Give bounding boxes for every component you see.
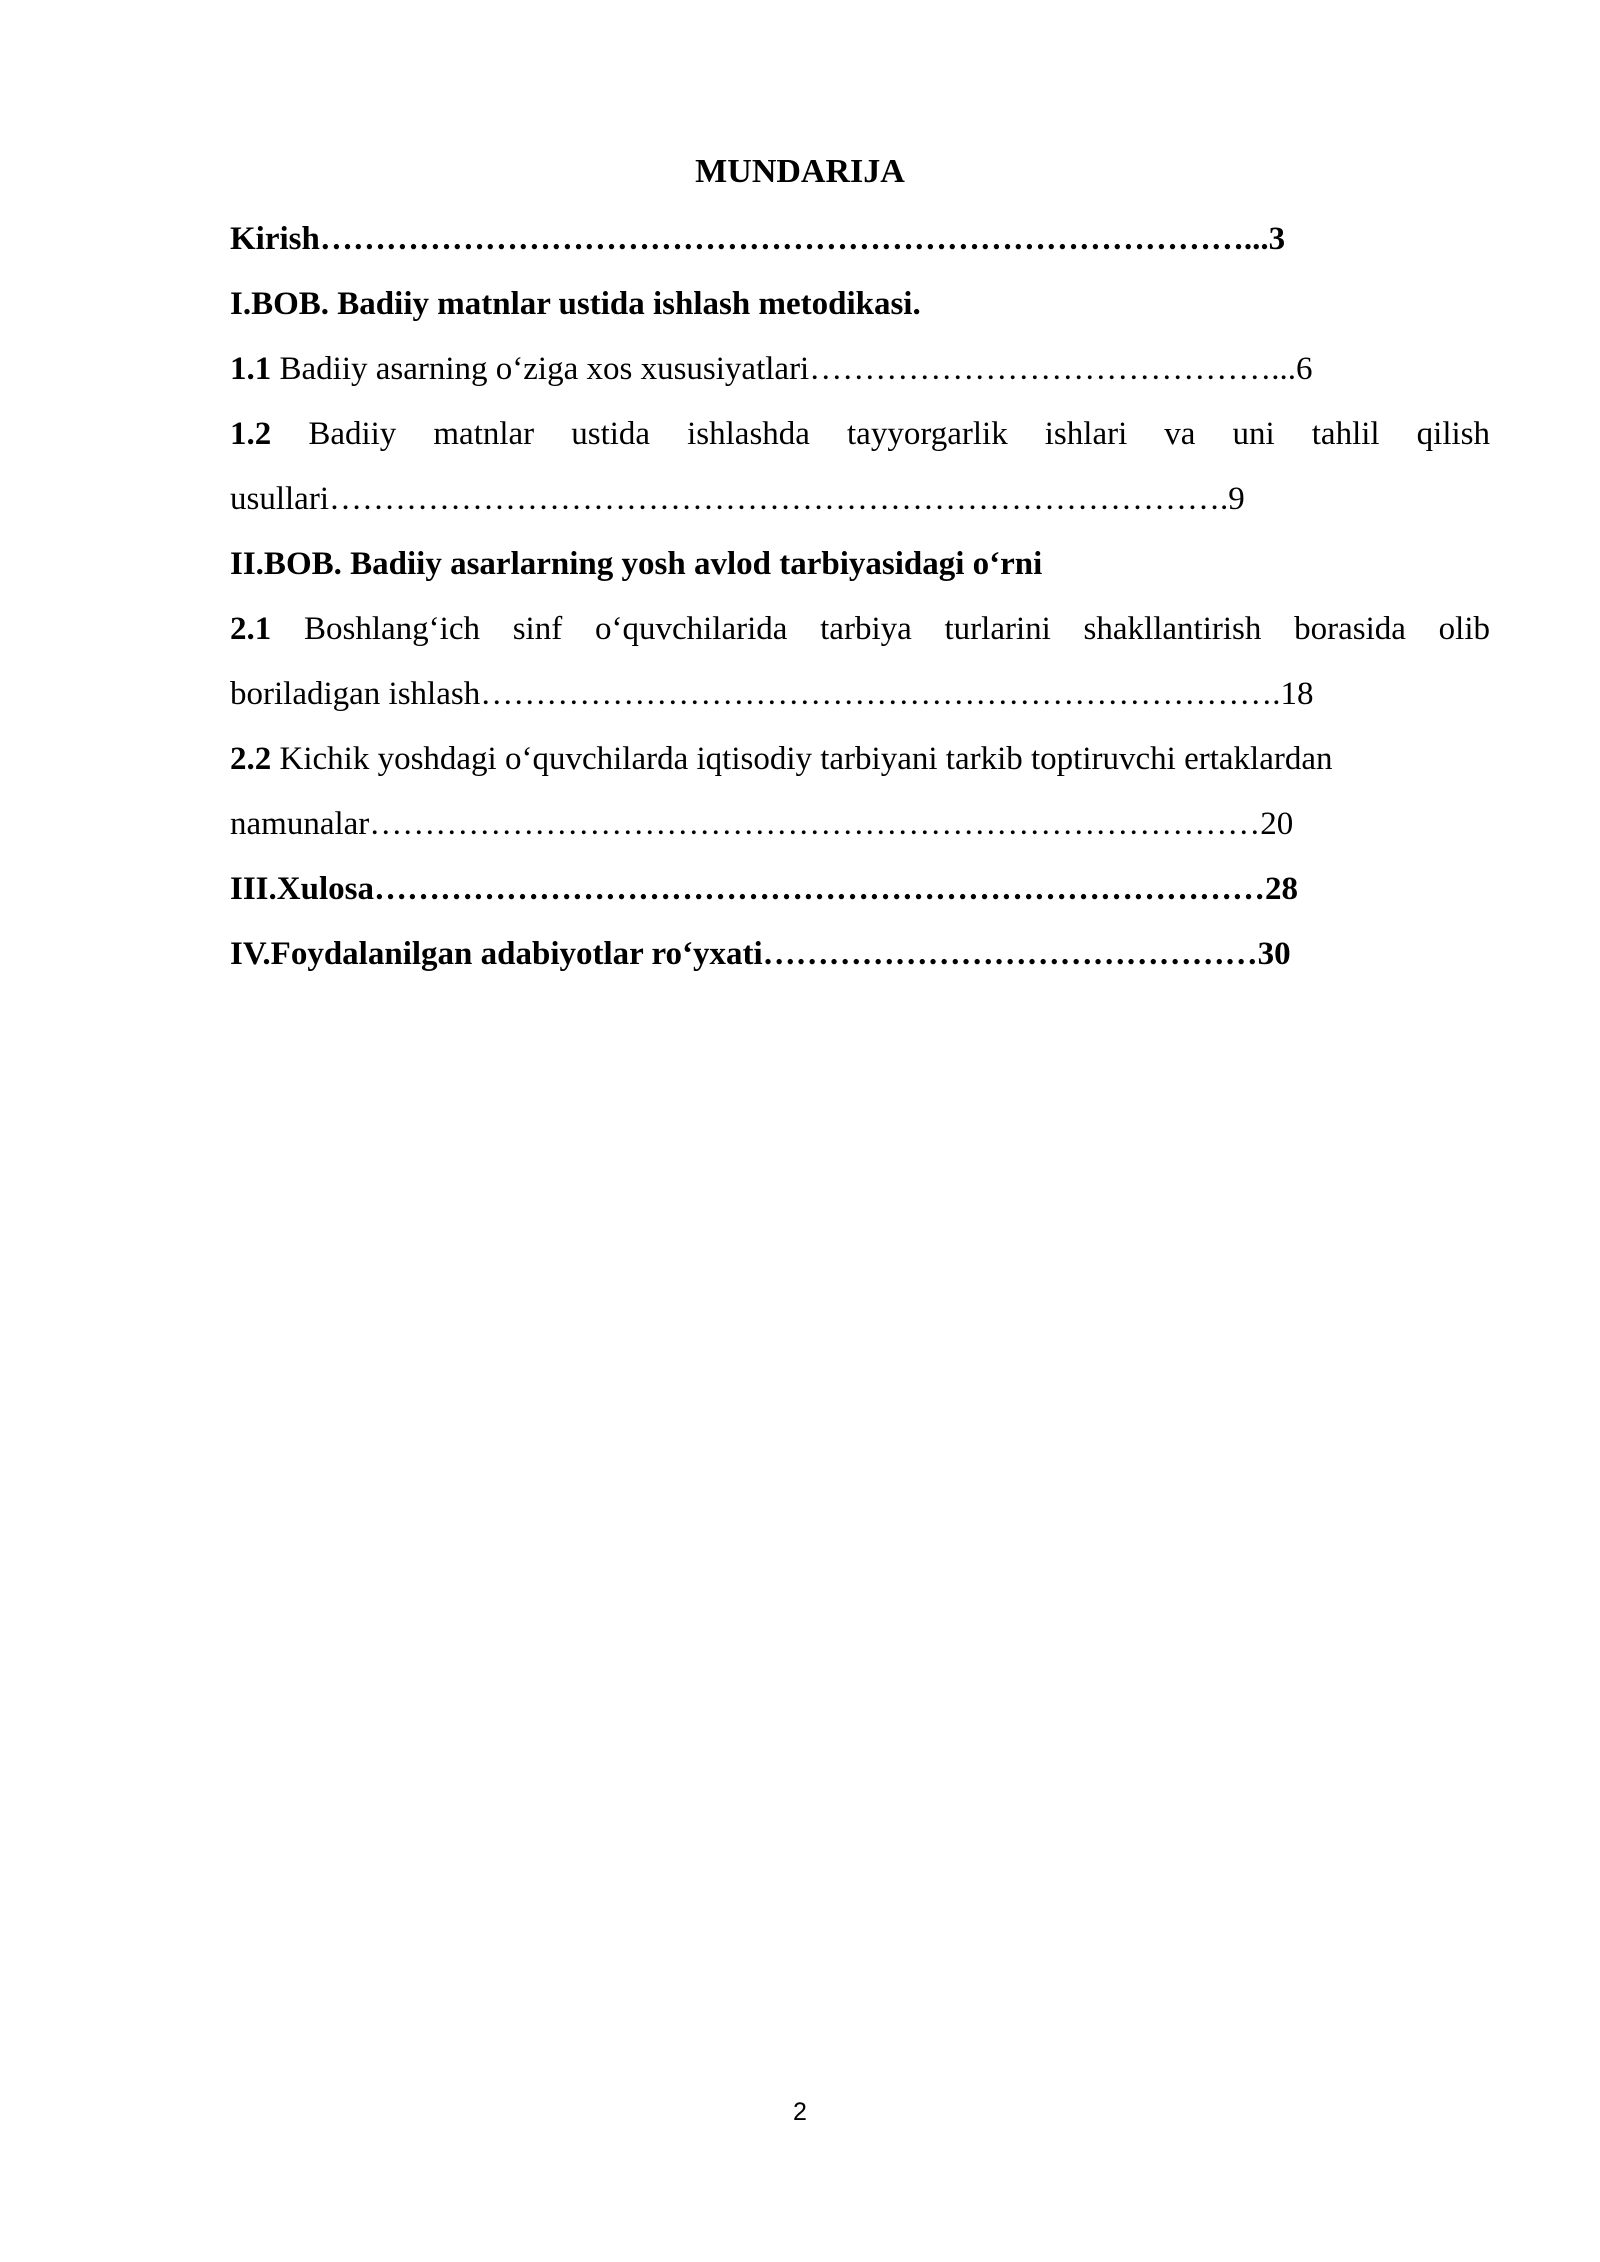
toc-entry-number: 2.1 <box>230 611 272 647</box>
toc-entry-2-1-line2: boriladigan ishlash……………………………………………………………….18 <box>230 676 1314 712</box>
toc-entry-2-2-line1 <box>230 739 1490 779</box>
document-title: MUNDARIJA <box>695 153 905 190</box>
toc-entry-1-2-line2: usullari……………………………………………………………………….9 <box>230 481 1245 517</box>
toc-entry-number: 1.1 <box>230 351 272 387</box>
toc-entry-number: 1.2 <box>230 416 272 452</box>
toc-entry-2-2-line2: namunalar………………………………………………………………………20 <box>230 806 1294 842</box>
page-number: 2 <box>793 2098 807 2126</box>
toc-entry-text: Badiiy asarning o‘ziga xos xususiyatlari……………………………………...6 <box>271 351 1313 387</box>
toc-chapter-2-heading: II.BOB. Badiiy asarlarning yosh avlod tarbiyasidagi o‘rni <box>230 546 1043 582</box>
toc-entry-number: 2.2 <box>230 741 272 777</box>
toc-entry-1-2-line1 <box>230 414 1490 454</box>
toc-entry-kirish: Kirish…………………………………………………………………………...3 <box>230 221 1286 257</box>
toc-entry-text: Boshlang‘ich sinf o‘quvchilarida tarbiya turlarini shakllantirish borasida olib <box>271 611 1490 647</box>
toc-entry-1-1 <box>230 349 1490 389</box>
toc-entry-text: Badiiy matnlar ustida ishlashda tayyorgarlik ishlari va uni tahlil qilish <box>271 416 1490 452</box>
toc-entry-adabiyotlar: IV.Foydalanilgan adabiyotlar ro‘yxati………………………………………30 <box>230 936 1291 972</box>
toc-chapter-1-heading: I.BOB. Badiiy matnlar ustida ishlash metodikasi. <box>230 286 921 322</box>
toc-entry-xulosa: III.Xulosa………………………………………………………………………28 <box>230 871 1298 907</box>
toc-entry-2-1-line1 <box>230 609 1490 649</box>
toc-entry-text: Kichik yoshdagi o‘quvchilarda iqtisodiy tarbiyani tarkib toptiruvchi ertaklardan <box>271 741 1333 777</box>
